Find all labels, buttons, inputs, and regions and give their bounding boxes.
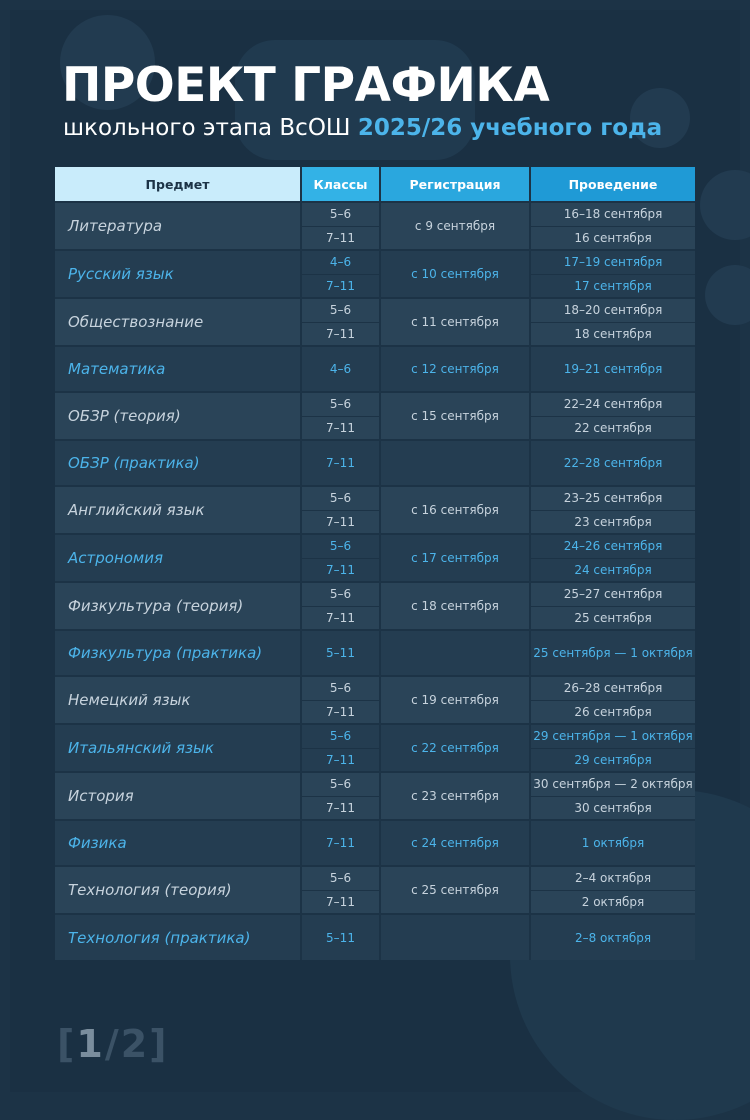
table-row	[55, 392, 695, 416]
registration-cell	[380, 914, 530, 960]
pager-total: 2	[120, 1022, 150, 1066]
page-title: ПРОЕКТ ГРАФИКА	[62, 58, 550, 113]
classes-cell: 5–6	[301, 866, 380, 890]
page-subtitle	[63, 115, 662, 143]
table-row	[55, 534, 695, 558]
dates-cell: 26 сентября	[530, 700, 695, 724]
table-row	[55, 724, 695, 748]
table-row	[55, 202, 695, 226]
table-row	[55, 298, 695, 322]
dates-cell: 30 сентября	[530, 796, 695, 820]
pager-current: 1	[76, 1022, 105, 1066]
schedule-body	[55, 202, 695, 960]
dates-cell: 17–19 сентября	[530, 250, 695, 274]
classes-cell: 7–11	[301, 606, 380, 630]
dates-cell: 18–20 сентября	[530, 298, 695, 322]
subject-cell: Технология (практика)	[55, 914, 301, 960]
classes-cell: 7–11	[301, 440, 380, 486]
dates-cell: 18 сентября	[530, 322, 695, 346]
classes-cell: 5–6	[301, 772, 380, 796]
dates-cell: 19–21 сентября	[530, 346, 695, 392]
page-indicator	[57, 1022, 169, 1066]
classes-cell: 7–11	[301, 558, 380, 582]
registration-cell: с 24 сентября	[380, 820, 530, 866]
registration-cell: с 19 сентября	[380, 676, 530, 724]
classes-cell: 7–11	[301, 820, 380, 866]
subject-cell: ОБЗР (практика)	[55, 440, 301, 486]
classes-cell: 7–11	[301, 274, 380, 298]
column-header-dates: Проведение	[530, 167, 695, 202]
table-row	[55, 486, 695, 510]
subject-cell: Технология (теория)	[55, 866, 301, 914]
dates-cell: 2 октября	[530, 890, 695, 914]
dates-cell: 17 сентября	[530, 274, 695, 298]
classes-cell: 5–6	[301, 298, 380, 322]
dates-cell: 24–26 сентября	[530, 534, 695, 558]
dates-cell: 16 сентября	[530, 226, 695, 250]
dates-cell: 26–28 сентября	[530, 676, 695, 700]
dates-cell: 24 сентября	[530, 558, 695, 582]
registration-cell: с 11 сентября	[380, 298, 530, 346]
classes-cell: 7–11	[301, 322, 380, 346]
pager-bracket-open: [	[57, 1022, 77, 1066]
dates-cell: 22 сентября	[530, 416, 695, 440]
registration-cell: с 18 сентября	[380, 582, 530, 630]
subject-cell: Астрономия	[55, 534, 301, 582]
subject-cell: Литература	[55, 202, 301, 250]
dates-cell: 2–8 октября	[530, 914, 695, 960]
dates-cell: 23–25 сентября	[530, 486, 695, 510]
dates-cell: 16–18 сентября	[530, 202, 695, 226]
registration-cell: с 17 сентября	[380, 534, 530, 582]
registration-cell: с 25 сентября	[380, 866, 530, 914]
classes-cell: 5–11	[301, 914, 380, 960]
classes-cell: 7–11	[301, 416, 380, 440]
registration-cell	[380, 440, 530, 486]
table-row	[55, 772, 695, 796]
column-header-registration: Регистрация	[380, 167, 530, 202]
table-row	[55, 346, 695, 392]
dates-cell: 22–28 сентября	[530, 440, 695, 486]
classes-cell: 7–11	[301, 226, 380, 250]
classes-cell: 5–6	[301, 582, 380, 606]
subject-cell: Физкультура (теория)	[55, 582, 301, 630]
classes-cell: 7–11	[301, 700, 380, 724]
subject-cell: Обществознание	[55, 298, 301, 346]
dates-cell: 1 октября	[530, 820, 695, 866]
dates-cell: 25 сентября	[530, 606, 695, 630]
dates-cell: 2–4 октября	[530, 866, 695, 890]
table-row	[55, 914, 695, 960]
dates-cell: 25–27 сентября	[530, 582, 695, 606]
subject-cell: Русский язык	[55, 250, 301, 298]
classes-cell: 5–6	[301, 724, 380, 748]
table-row	[55, 582, 695, 606]
table-row	[55, 630, 695, 676]
dates-cell: 23 сентября	[530, 510, 695, 534]
registration-cell	[380, 630, 530, 676]
registration-cell: с 9 сентября	[380, 202, 530, 250]
classes-cell: 5–6	[301, 534, 380, 558]
subtitle-prefix: школьного этапа ВсОШ	[63, 115, 351, 141]
classes-cell: 7–11	[301, 748, 380, 772]
subject-cell: Итальянский язык	[55, 724, 301, 772]
subject-cell: История	[55, 772, 301, 820]
registration-cell: с 10 сентября	[380, 250, 530, 298]
classes-cell: 5–11	[301, 630, 380, 676]
subject-cell: Английский язык	[55, 486, 301, 534]
classes-cell: 7–11	[301, 510, 380, 534]
classes-cell: 5–6	[301, 392, 380, 416]
dates-cell: 29 сентября — 1 октября	[530, 724, 695, 748]
subtitle-accent: 2025/26 учебного года	[357, 115, 663, 141]
classes-cell: 5–6	[301, 676, 380, 700]
subject-cell: Физкультура (практика)	[55, 630, 301, 676]
classes-cell: 5–6	[301, 202, 380, 226]
classes-cell: 4–6	[301, 346, 380, 392]
table-header-row	[55, 167, 695, 202]
table-row	[55, 440, 695, 486]
dates-cell: 25 сентября — 1 октября	[530, 630, 695, 676]
dates-cell: 30 сентября — 2 октября	[530, 772, 695, 796]
schedule-table-wrap	[55, 167, 695, 960]
registration-cell: с 15 сентября	[380, 392, 530, 440]
table-row	[55, 820, 695, 866]
registration-cell: с 22 сентября	[380, 724, 530, 772]
classes-cell: 5–6	[301, 486, 380, 510]
subject-cell: Физика	[55, 820, 301, 866]
classes-cell: 7–11	[301, 796, 380, 820]
registration-cell: с 16 сентября	[380, 486, 530, 534]
schedule-table	[55, 167, 695, 960]
column-header-classes: Классы	[301, 167, 380, 202]
classes-cell: 7–11	[301, 890, 380, 914]
registration-cell: с 12 сентября	[380, 346, 530, 392]
subject-cell: Математика	[55, 346, 301, 392]
dates-cell: 29 сентября	[530, 748, 695, 772]
pager-separator: /	[104, 1022, 121, 1066]
column-header-subject: Предмет	[55, 167, 301, 202]
subject-cell: Немецкий язык	[55, 676, 301, 724]
pager-bracket-close: ]	[149, 1022, 169, 1066]
table-row	[55, 250, 695, 274]
table-row	[55, 866, 695, 890]
subject-cell: ОБЗР (теория)	[55, 392, 301, 440]
registration-cell: с 23 сентября	[380, 772, 530, 820]
classes-cell: 4–6	[301, 250, 380, 274]
table-row	[55, 676, 695, 700]
dates-cell: 22–24 сентября	[530, 392, 695, 416]
